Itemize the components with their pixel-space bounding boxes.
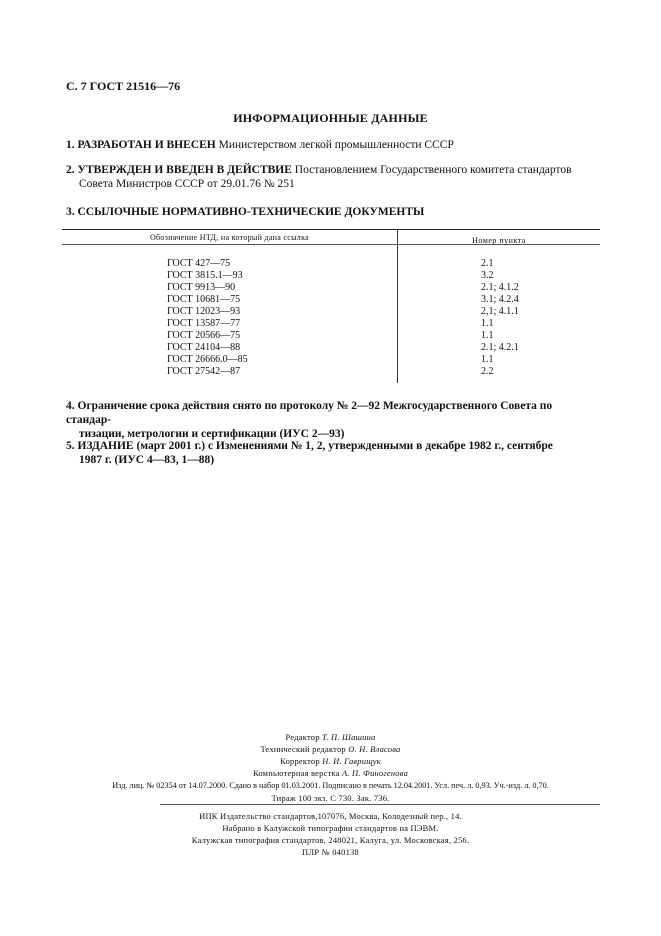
section-2-line2: Совета Министров СССР от 29.01.76 № 251	[79, 178, 295, 190]
section-5-number: 5.	[66, 440, 75, 452]
imprint-printer-line: Калужская типография стандартов, 248021, Калуга, ул. Московская, 256.	[191, 835, 470, 845]
section-5-text-line1: ИЗДАНИЕ (март 2001 г.) с Изменениями № 1, 2, утвержденными в декабре 1982 г., сентябре	[77, 440, 553, 452]
layout-label: Компьютерная верстка	[252, 768, 340, 778]
table-cell-doc: ГОСТ 26666.0—85	[167, 354, 248, 365]
table-header-document: Обозначение НТД, на который дана ссылка	[149, 233, 310, 242]
table-cell-item: 3.1; 4.2.4	[481, 294, 519, 305]
section-1-number: 1.	[66, 139, 75, 151]
table-cell-item: 2,1; 4.1.1	[481, 306, 519, 317]
table-cell-doc: ГОСТ 10681—75	[167, 294, 241, 305]
page-title: ИНФОРМАЦИОННЫЕ ДАННЫЕ	[233, 111, 428, 125]
editor-label: Редактор	[285, 732, 320, 742]
table-cell-doc: ГОСТ 27542—87	[167, 366, 241, 377]
table-cell-doc: ГОСТ 24104—88	[167, 342, 241, 353]
section-2-lead: УТВЕРЖДЕН И ВВЕДЕН В ДЕЙСТВИЕ	[77, 164, 292, 176]
table-cell-doc: ГОСТ 427—75	[167, 258, 231, 269]
table-cell-doc: ГОСТ 12023—93	[167, 306, 241, 317]
section-5	[66, 439, 600, 467]
section-2	[66, 163, 600, 191]
section-1	[66, 138, 600, 152]
imprint-layout	[0, 767, 661, 779]
table-cell-doc: ГОСТ 13587—77	[167, 318, 241, 329]
table-cell-doc: ГОСТ 9913—90	[167, 282, 236, 293]
layout-name: А. П. Финогенова	[342, 768, 409, 778]
table-cell-item: 2.1	[481, 258, 494, 269]
table-column-documents	[167, 258, 248, 378]
table-column-items	[481, 258, 519, 378]
imprint-print-run-line: Тираж 100 экз. С 730. Зак. 736.	[271, 793, 390, 803]
section-5-text-line2: 1987 г. (ИУС 4—83, 1—88)	[79, 454, 215, 466]
imprint-corrector	[0, 755, 661, 767]
table-cell-doc: ГОСТ 3815.1—93	[167, 270, 243, 281]
section-1-text: Министерством легкой промышленности СССР	[218, 139, 454, 151]
imprint-typeset-line: Набрано в Калужской типографии стандартов на ПЭВМ.	[222, 823, 439, 833]
corrector-name: Н. И. Гаврищук	[322, 756, 381, 766]
section-2-number: 2.	[66, 164, 75, 176]
imprint-editor	[0, 731, 661, 743]
tech-editor-name: О. Н. Власова	[348, 744, 401, 754]
imprint-tech-editor	[0, 743, 661, 755]
editor-name: Т. П. Шашина	[321, 732, 376, 742]
section-1-lead: РАЗРАБОТАН И ВНЕСЕН	[77, 139, 216, 151]
section-4-number: 4.	[66, 400, 75, 412]
imprint-separator	[160, 804, 600, 805]
table-cell-item: 2.1; 4.1.2	[481, 282, 519, 293]
tech-editor-label: Технический редактор	[260, 744, 346, 754]
table-cell-item: 1.1	[481, 354, 494, 365]
imprint-license-line: Изд. лиц. № 02354 от 14.07.2000. Сдано в набор 01.03.2001. Подписано в печать 12.04.2001. Усл. печ. л. 0,93. Уч.-изд. л. 0,70.	[112, 781, 549, 790]
table-top-rule	[62, 229, 600, 230]
table-cell-doc: ГОСТ 20566—75	[167, 330, 241, 341]
section-3-lead: ССЫЛОЧНЫЕ НОРМАТИВНО-ТЕХНИЧЕСКИЕ ДОКУМЕНТЫ	[77, 206, 425, 218]
section-3	[66, 205, 600, 219]
table-cell-item: 2.1; 4.2.1	[481, 342, 519, 353]
section-4-text-line2: тизации, метрологии и сертификации (ИУС 2—93)	[79, 428, 345, 440]
imprint-publisher-line: ИПК Издательство стандартов,107076, Москва, Колодезный пер., 14.	[199, 811, 462, 821]
imprint-plr-line: ПЛР № 040138	[302, 847, 359, 857]
section-2-text: Постановлением Государственного комитета стандартов	[294, 164, 572, 176]
table-header-item: Номер пункта	[472, 236, 526, 245]
section-4	[66, 399, 600, 441]
reference-table	[62, 229, 600, 383]
table-cell-item: 1.1	[481, 330, 494, 341]
table-column-divider	[397, 229, 398, 383]
section-4-text-line1: Ограничение срока действия снято по протоколу № 2—92 Межгосударственного Совета по стандар-	[66, 400, 553, 426]
table-cell-item: 1.1	[481, 318, 494, 329]
section-3-number: 3.	[66, 206, 75, 218]
table-cell-item: 3.2	[481, 270, 494, 281]
page-reference: С. 7 ГОСТ 21516—76	[66, 79, 181, 93]
corrector-label: Корректор	[280, 756, 320, 766]
table-cell-item: 2.2	[481, 366, 494, 377]
